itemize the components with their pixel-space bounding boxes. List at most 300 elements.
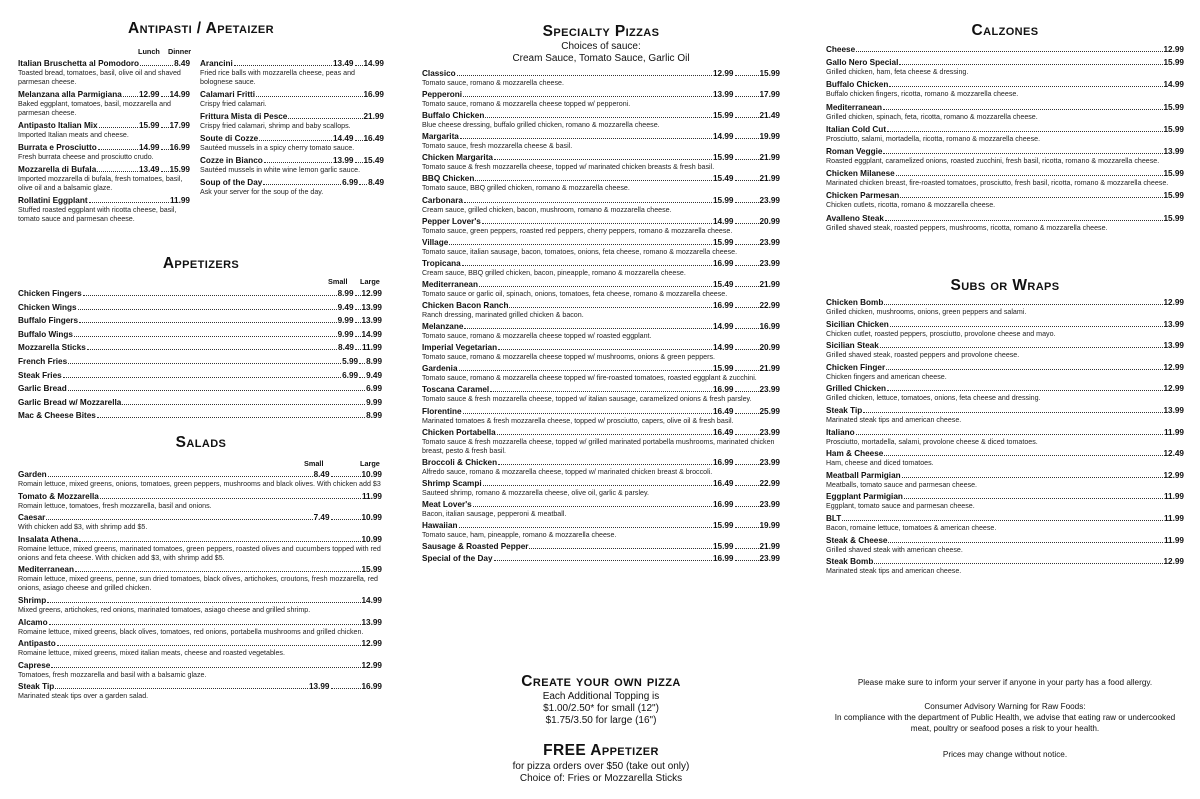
menu-item-price-large: 13.99 xyxy=(361,617,382,627)
dot-leader xyxy=(97,171,138,172)
menu-item-name: Buffalo Chicken xyxy=(422,111,485,121)
dot-leader xyxy=(863,412,1162,413)
menu-item-price-small: 16.49 xyxy=(713,427,734,437)
dot-leader xyxy=(735,202,759,203)
menu-item-name: Chicken Finger xyxy=(826,362,886,372)
menu-item-price-small: 15.99 xyxy=(713,237,734,247)
menu-item-price-small: 16.99 xyxy=(713,554,734,564)
menu-item-description: Tomato sauce, italian sausage, bacon, tomatoes, onions, feta cheese, romano & mozzarella cheese. xyxy=(422,247,738,256)
menu-item-name: Steak Fries xyxy=(18,370,62,380)
menu-item-name: Frittura Mista di Pesce xyxy=(200,112,288,121)
dot-leader xyxy=(355,309,361,310)
appetizers-small-header: Small xyxy=(328,277,348,286)
menu-item-description: Mixed greens, artichokes, red onions, marinated tomatoes, asiago cheese and grilled shrimp. xyxy=(18,605,311,614)
dot-leader xyxy=(263,184,341,185)
dot-leader xyxy=(359,184,367,185)
menu-item-row xyxy=(826,147,1184,157)
dot-leader xyxy=(98,149,138,150)
dot-leader xyxy=(887,131,1162,132)
menu-item-name: Pepperoni xyxy=(422,90,463,100)
menu-item-row xyxy=(826,428,1184,438)
menu-item xyxy=(18,90,190,118)
menu-item-price: 12.99 xyxy=(1163,557,1184,567)
menu-item-row xyxy=(826,169,1184,179)
dot-leader xyxy=(331,688,361,689)
menu-item-price: 15.99 xyxy=(1163,58,1184,68)
menu-item xyxy=(422,238,780,257)
menu-item-name: Steak Bomb xyxy=(826,557,874,567)
dot-leader xyxy=(509,307,712,308)
dot-leader xyxy=(884,304,1162,305)
menu-item-description: Romain lettuce, mixed greens, onions, tomatoes, green peppers, mushrooms and black olives. With chicken add $3 xyxy=(18,480,381,488)
menu-item-price-small: 16.99 xyxy=(713,301,734,311)
menu-item-price-small: 16.99 xyxy=(713,385,734,395)
dot-leader xyxy=(122,404,365,405)
menu-item xyxy=(18,398,382,408)
dot-leader xyxy=(885,220,1163,221)
antipasti-right-list xyxy=(200,59,384,200)
menu-item-row xyxy=(826,45,1184,55)
menu-item xyxy=(826,428,1184,447)
menu-item-description: Tomato sauce, romano & mozzarella cheese topped w/ mushrooms, onions & green peppers. xyxy=(422,353,715,362)
menu-item-name: Shrimp xyxy=(18,595,47,605)
menu-item-row xyxy=(422,69,780,79)
menu-item-row xyxy=(18,316,382,326)
subs-title: Subs or Wraps xyxy=(950,277,1060,294)
menu-item xyxy=(826,406,1184,425)
free-line-2: Choice of: Fries or Mozzarella Sticks xyxy=(519,773,683,784)
dot-leader xyxy=(51,667,360,668)
menu-item-price-large: 14.99 xyxy=(361,595,382,605)
menu-item-row xyxy=(200,59,384,69)
menu-item-row xyxy=(422,174,780,184)
menu-item-name: Chicken Parmesan xyxy=(826,191,900,201)
menu-item xyxy=(826,169,1184,188)
menu-item-price: 15.99 xyxy=(1163,124,1184,134)
dot-leader xyxy=(161,171,169,172)
menu-item-row xyxy=(18,121,190,131)
menu-item xyxy=(422,280,780,299)
menu-item-price: 12.49 xyxy=(1163,449,1184,459)
menu-item xyxy=(422,322,780,341)
menu-item-name: Buffalo Chicken xyxy=(826,80,889,90)
dot-leader xyxy=(884,455,1162,456)
dot-leader xyxy=(460,138,712,139)
menu-item-name: Mediterranean xyxy=(826,102,882,112)
dot-leader xyxy=(735,370,759,371)
menu-item xyxy=(422,259,780,278)
menu-item-price-large: 15.99 xyxy=(361,565,382,575)
dot-leader xyxy=(89,202,169,203)
dot-leader xyxy=(899,64,1162,65)
menu-item-price-small: 14.99 xyxy=(713,132,734,142)
menu-item-description: Sautéed mussels in a spicy cherry tomato sauce. xyxy=(200,144,355,152)
dot-leader xyxy=(475,180,712,181)
dot-leader xyxy=(735,75,759,76)
menu-item-description: Prosciutto, mortadella, salami, provolone cheese & diced tomatoes. xyxy=(826,437,1038,446)
dot-leader xyxy=(464,202,712,203)
menu-item-row xyxy=(826,449,1184,459)
allergy-note: Please make sure to inform your server if anyone in your party has a food allergy. xyxy=(857,678,1153,687)
menu-item-price: 11.99 xyxy=(1163,513,1184,523)
dot-leader xyxy=(874,563,1162,564)
menu-item-price: 11.99 xyxy=(1163,492,1184,502)
menu-item-description: Tomato sauce, romano & mozzarella cheese topped w/ fire-roasted tomatoes, roasted eggplant & zucchini. xyxy=(422,374,757,383)
menu-item-price-large: 16.99 xyxy=(361,682,382,692)
menu-item-name: Mediterranean xyxy=(422,279,478,289)
menu-item-row xyxy=(422,364,780,374)
sauce-label: Choices of sauce: xyxy=(561,41,641,52)
menu-item-row xyxy=(18,196,190,206)
menu-item-row xyxy=(18,384,382,394)
menu-item xyxy=(826,384,1184,403)
menu-item-description: Tomato sauce, BBQ grilled chicken, romano & mozzarella cheese. xyxy=(422,184,630,193)
menu-item-name: Mozzarella di Bufala xyxy=(18,165,97,174)
menu-item-name: Gallo Nero Special xyxy=(826,58,899,68)
menu-item-description: Crispy fried calamari, shrimp and baby scallops. xyxy=(200,122,351,130)
dot-leader xyxy=(483,485,712,486)
dot-leader xyxy=(886,369,1162,370)
menu-item-row xyxy=(826,492,1184,502)
dot-leader xyxy=(735,391,759,392)
menu-item-description: Prosciutto, salami, mortadella, ricotta, romano & mozzarella cheese. xyxy=(826,134,1041,143)
dot-leader xyxy=(55,688,308,689)
dot-leader xyxy=(735,138,759,139)
menu-item xyxy=(18,165,190,193)
dot-leader xyxy=(735,286,759,287)
menu-item-price-large: 23.99 xyxy=(759,499,780,509)
menu-item-price-small: 13.99 xyxy=(713,90,734,100)
menu-item-price-small: 14.99 xyxy=(713,343,734,353)
dot-leader xyxy=(140,65,173,66)
menu-item-row xyxy=(826,191,1184,201)
dot-leader xyxy=(904,498,1163,499)
menu-item-row xyxy=(422,385,780,395)
menu-item-price-large: 12.99 xyxy=(361,289,382,298)
menu-item xyxy=(200,112,384,131)
menu-item-row xyxy=(18,596,382,606)
menu-item xyxy=(422,217,780,236)
menu-item-row xyxy=(422,554,780,564)
menu-item-row xyxy=(826,58,1184,68)
menu-item-price: 13.99 xyxy=(1163,341,1184,351)
menu-item-price-small: 6.99 xyxy=(342,370,359,380)
menu-item-name: Steak & Cheese xyxy=(826,535,888,545)
menu-item-price-large: 11.99 xyxy=(361,343,382,353)
dot-leader xyxy=(355,162,363,163)
menu-item-description: Marinated chicken breast, fire-roasted tomatoes, prosciutto, fresh basil, ricotta, romano & mozzarella cheese. xyxy=(826,179,1169,188)
menu-item xyxy=(422,542,780,552)
menu-item-description: Alfredo sauce, romano & mozzarella cheese, topped w/ marinated chicken breast & broccoli. xyxy=(422,467,713,476)
menu-item xyxy=(18,303,382,313)
menu-item-description: Chicken cutlet, roasted peppers, prosciutto, provolone cheese and mayo. xyxy=(826,329,1056,338)
menu-item-price-large: 23.99 xyxy=(759,195,780,205)
menu-item-row xyxy=(422,90,780,100)
menu-item-price-small: 14.49 xyxy=(333,134,354,143)
salads-small-header: Small xyxy=(304,459,324,468)
menu-item-description: Tomato sauce, romano & mozzarella cheese topped w/ roasted eggplant. xyxy=(422,332,652,341)
menu-item-price-small: 15.99 xyxy=(713,364,734,374)
menu-item-price-small: 16.99 xyxy=(713,258,734,268)
dinner-header: Dinner xyxy=(168,47,192,56)
menu-item-row xyxy=(422,196,780,206)
menu-item-price-large: 16.99 xyxy=(759,322,780,332)
menu-item-price-small: 13.49 xyxy=(333,59,354,68)
dot-leader xyxy=(57,645,361,646)
menu-item-row xyxy=(422,542,780,552)
dot-leader xyxy=(100,498,361,499)
menu-item-name: Mac & Cheese Bites xyxy=(18,411,96,421)
menu-item xyxy=(18,343,382,353)
menu-item-name: Steak Tip xyxy=(826,405,863,415)
menu-item-name: Caesar xyxy=(18,513,46,523)
dot-leader xyxy=(735,560,759,561)
menu-item-name: Italiano xyxy=(826,427,855,437)
menu-item-price-large: 17.99 xyxy=(169,121,190,130)
menu-item-name: Tomato & Mozzarella xyxy=(18,491,99,501)
dot-leader xyxy=(856,51,1162,52)
menu-item-price-small: 13.99 xyxy=(309,682,330,692)
menu-item xyxy=(422,458,780,477)
column-middle xyxy=(422,0,780,799)
menu-item xyxy=(18,330,382,340)
dot-leader xyxy=(888,542,1163,543)
dot-leader xyxy=(234,65,332,66)
dot-leader xyxy=(47,602,360,603)
dot-leader xyxy=(256,96,362,97)
dot-leader xyxy=(880,347,1163,348)
dot-leader xyxy=(529,548,712,549)
menu-item-price: 13.99 xyxy=(1163,319,1184,329)
menu-item xyxy=(18,535,382,563)
menu-item-row xyxy=(18,661,382,671)
menu-item-row xyxy=(200,90,384,100)
dot-leader xyxy=(97,417,365,418)
menu-item xyxy=(18,682,382,701)
menu-item-name: Broccoli & Chicken xyxy=(422,457,498,467)
menu-item-price: 11.99 xyxy=(1163,535,1184,545)
menu-item-description: Tomato sauce, fresh mozzarella cheese & basil. xyxy=(422,142,573,151)
menu-item-row xyxy=(826,406,1184,416)
menu-item-description: Grilled shaved steak, roasted peppers and provolone cheese. xyxy=(826,351,1020,360)
menu-item-name: Avalleno Steak xyxy=(826,213,884,223)
dot-leader xyxy=(49,624,361,625)
menu-item xyxy=(18,289,382,299)
menu-item-row xyxy=(422,111,780,121)
dot-leader xyxy=(735,434,759,435)
menu-item-price-large: 23.99 xyxy=(759,237,780,247)
menu-item-row xyxy=(200,134,384,144)
menu-item xyxy=(826,514,1184,533)
menu-item-name: Toscana Caramel xyxy=(422,385,490,395)
dot-leader xyxy=(355,140,363,141)
raw-advisory-text: In compliance with the department of Public Health, we advise that eating raw or undercooked meat, poultry or seafood poses a risk to your health. xyxy=(834,713,1176,733)
menu-item-name: Florentine xyxy=(422,406,462,416)
menu-item-description: Ranch dressing, marinated grilled chicken & bacon. xyxy=(422,311,584,320)
menu-item-description: Blue cheese dressing, buffalo grilled chicken, romano & mozzarella cheese. xyxy=(422,121,660,130)
menu-item-price: 15.99 xyxy=(1163,102,1184,112)
dot-leader xyxy=(463,413,712,414)
salads-large-header: Large xyxy=(360,459,380,468)
menu-item-row xyxy=(826,536,1184,546)
antipasti-title: Antipasti / Apetaizer xyxy=(127,20,274,37)
menu-item-name: Antipasto Italian Mix xyxy=(18,121,98,130)
menu-item xyxy=(422,196,780,215)
dot-leader xyxy=(355,322,361,323)
menu-item xyxy=(826,191,1184,210)
dot-leader xyxy=(459,370,713,371)
menu-item-row xyxy=(422,500,780,510)
menu-item-row xyxy=(18,682,382,692)
menu-item-description: With chicken add $3, with shrimp add $5. xyxy=(18,523,148,532)
menu-item-name: Soup of the Day xyxy=(200,178,263,187)
menu-item-price-small: 8.49 xyxy=(338,343,354,353)
menu-item-description: Baked eggplant, tomatoes, basil, mozzarella and parmesan cheese. xyxy=(18,100,172,117)
menu-item-description: Tomato sauce, romano & mozzarella cheese. xyxy=(422,79,564,87)
sauce-options: Cream Sauce, Tomato Sauce, Garlic Oil xyxy=(512,53,690,64)
menu-item-name: Italian Bruschetta al Pomodoro xyxy=(18,59,140,68)
menu-item-price-small: 15.99 xyxy=(139,121,160,130)
menu-item-row xyxy=(422,428,780,438)
menu-item xyxy=(18,316,382,326)
dot-leader xyxy=(735,506,759,507)
menu-item-description: Romain lettuce, mixed greens, penne, sun dried tomatoes, black olives, artichokes, croutons, fresh mozzarella, red onions, asiago cheese and grilled chicken. xyxy=(18,575,378,593)
menu-item xyxy=(200,90,384,109)
dot-leader xyxy=(890,326,1163,327)
dot-leader xyxy=(449,244,712,245)
menu-item-price: 12.99 xyxy=(1163,384,1184,394)
menu-item-name: BLT xyxy=(826,513,842,523)
dot-leader xyxy=(735,159,759,160)
menu-item xyxy=(18,639,382,658)
menu-item-name: Ham & Cheese xyxy=(826,449,884,459)
menu-item-row xyxy=(422,343,780,353)
menu-item-price-small: 8.99 xyxy=(337,289,354,298)
appetizers-title: Appetizers xyxy=(162,255,240,272)
menu-item-row xyxy=(826,341,1184,351)
dot-leader xyxy=(68,390,365,391)
menu-item xyxy=(826,492,1184,511)
menu-item-description: Marinated steak tips over a garden salad. xyxy=(18,692,149,701)
menu-item-price-large: 9.99 xyxy=(366,397,382,407)
menu-item-name: Melanzana alla Parmigiana xyxy=(18,90,122,99)
menu-item-price-large: 15.99 xyxy=(759,69,780,78)
menu-item-price: 13.99 xyxy=(1163,405,1184,415)
menu-item-price-small: 15.99 xyxy=(713,520,734,530)
dot-leader xyxy=(735,548,759,549)
menu-item-name: Tropicana xyxy=(422,258,461,268)
menu-item xyxy=(826,45,1184,55)
dot-leader xyxy=(735,413,759,414)
menu-item-price-large: 15.99 xyxy=(169,165,190,174)
menu-item-row xyxy=(18,59,190,69)
menu-item-name: Soute di Cozze xyxy=(200,134,259,143)
lunch-header: Lunch xyxy=(138,47,160,56)
dot-leader xyxy=(735,96,759,97)
menu-item-name: Sicilian Chicken xyxy=(826,319,889,329)
menu-item-description: Tomato sauce, ham, pineapple, romano & mozzarella cheese. xyxy=(422,530,617,539)
menu-item xyxy=(422,364,780,383)
menu-item-name: Cheese xyxy=(826,45,856,54)
menu-item xyxy=(826,471,1184,490)
dot-leader xyxy=(48,476,313,477)
menu-item-price: 13.99 xyxy=(1163,146,1184,156)
menu-item-row xyxy=(826,214,1184,224)
menu-item xyxy=(826,58,1184,77)
menu-item xyxy=(18,565,382,593)
menu-item-name: Hawaiian xyxy=(422,520,458,530)
menu-item-description: Bacon, italian sausage, pepperoni & meatball. xyxy=(422,509,567,518)
menu-item-name: Margarita xyxy=(422,132,459,142)
dot-leader xyxy=(63,377,341,378)
menu-item-description: Toasted bread, tomatoes, basil, olive oil and shaved parmesan cheese. xyxy=(18,69,181,86)
menu-item-description: Chicken fingers and american cheese. xyxy=(826,372,947,381)
menu-item-description: Marinated tomatoes & fresh mozzarella cheese, topped w/ prosciutto, capers, olive oil & fresh basil. xyxy=(422,416,734,425)
menu-item-price-small: 9.99 xyxy=(337,329,354,339)
dot-leader xyxy=(735,527,759,528)
menu-item xyxy=(18,121,190,140)
menu-item-description: Ham, cheese and diced tomatoes. xyxy=(826,459,934,468)
price-note: Prices may change without notice. xyxy=(942,750,1068,759)
menu-item-row xyxy=(422,301,780,311)
menu-item-row xyxy=(826,103,1184,113)
dot-leader xyxy=(887,390,1162,391)
menu-item-name: Buffalo Wings xyxy=(18,329,73,339)
menu-item-price-large: 21.99 xyxy=(759,279,780,289)
menu-item-name: French Fries xyxy=(18,356,68,366)
menu-item-row xyxy=(18,90,190,100)
menu-item-price-large: 22.99 xyxy=(759,301,780,311)
dot-leader xyxy=(83,295,337,296)
menu-item xyxy=(422,521,780,540)
menu-item xyxy=(826,80,1184,99)
menu-item xyxy=(422,407,780,426)
menu-item-name: BBQ Chicken xyxy=(422,174,475,184)
appetizers-large-header: Large xyxy=(360,277,380,286)
menu-item-price-large: 13.99 xyxy=(361,302,382,312)
menu-item-name: Meatball Parmigian xyxy=(826,470,901,480)
dot-leader xyxy=(75,571,361,572)
dot-leader xyxy=(482,223,712,224)
menu-item-description: Imported mozzarella di bufala, fresh tomatoes, basil, olive oil and a balsamic glaze. xyxy=(18,175,183,192)
dot-leader xyxy=(355,349,361,350)
menu-item xyxy=(18,196,190,224)
dot-leader xyxy=(161,149,169,150)
menu-item-price-large: 11.99 xyxy=(361,491,382,501)
dot-leader xyxy=(735,349,759,350)
calzones-title: Calzones xyxy=(971,22,1039,39)
menu-item-row xyxy=(200,112,384,122)
menu-item xyxy=(18,384,382,394)
menu-item-price-large: 15.49 xyxy=(363,156,384,165)
menu-item-price-small: 13.99 xyxy=(333,156,354,165)
menu-item-row xyxy=(826,298,1184,308)
menu-item-name: Garlic Bread xyxy=(18,384,67,394)
menu-item-name: Garden xyxy=(18,470,47,479)
dot-leader xyxy=(87,349,337,350)
menu-item-row xyxy=(826,125,1184,135)
menu-item xyxy=(200,59,384,87)
menu-item-description: Crispy fried calamari. xyxy=(200,100,267,108)
menu-item xyxy=(826,103,1184,122)
menu-item-name: Mediterranean xyxy=(18,565,74,575)
raw-advisory-title: Consumer Advisory Warning for Raw Foods: xyxy=(924,702,1086,711)
menu-item xyxy=(826,147,1184,166)
menu-item-name: Chicken Bomb xyxy=(826,298,884,307)
menu-item-description: Buffalo chicken fingers, ricotta, romano & mozzarella cheese. xyxy=(826,90,1019,99)
dot-leader xyxy=(735,328,759,329)
dot-leader xyxy=(896,175,1163,176)
